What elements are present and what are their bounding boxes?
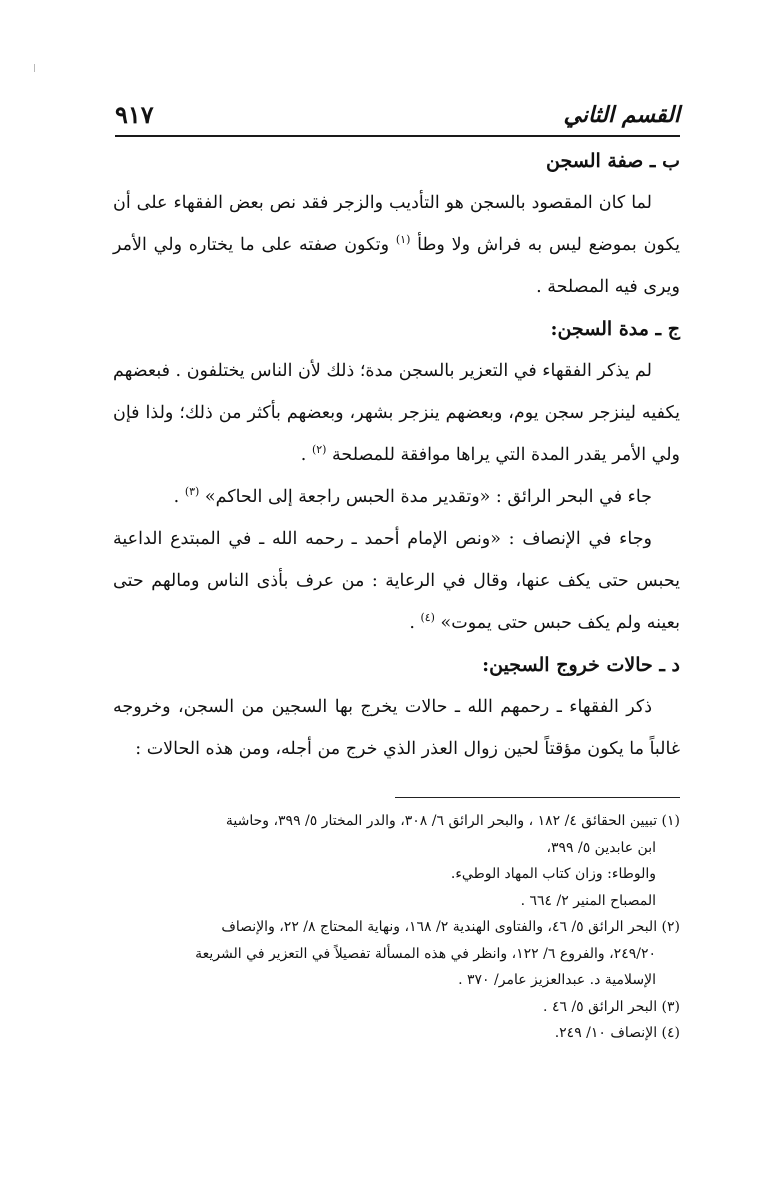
paragraph: لما كان المقصود بالسجن هو التأديب والزجر فقد نص بعض الفقهاء على أن يكون بموضع ليس به فراش ولا وطأ $^{(١)}$ وتكون صفته على ما يختاره ولي الأمر ويرى فيه المصلحة .: [113, 193, 680, 297]
footnote-line: ٢٤٩/٢٠، والفروع ٦/ ١٢٢، وانظر في هذه المسألة تفصيلاً في التعزير في الشريعة: [195, 945, 656, 962]
footnote-line: المصباح المنير ٢/ ٦٦٤ .: [520, 892, 656, 909]
footnote-ref[interactable]: (٢): [311, 443, 327, 457]
footnote-line: (٤) الإنصاف ١٠/ ٢٤٩.: [554, 1025, 680, 1041]
paragraph: لم يذكر الفقهاء في التعزير بالسجن مدة؛ ذلك لأن الناس يختلفون . فبعضهم يكفيه لينزجر سجن يوم، وبعضهم ينزجر بشهر، وبعضهم بأكثر من ذلك؛ ولذا فإن ولي الأمر يقدر المدة التي يراها موافقة للمصلحة $^{(٢)}$ .: [113, 361, 680, 465]
section-heading: د ـ حالات خروج السجين:: [482, 654, 680, 676]
section-heading: ب ـ صفة السجن: [546, 150, 680, 172]
main-text: [113, 140, 680, 770]
page-number: ٩١٧: [115, 100, 154, 129]
footnote-line: (١) تبيين الحقائق ٤/ ١٨٢ ، والبحر الرائق ٦/ ٣٠٨، والدر المختار ٥/ ٣٩٩، وحاشية: [225, 813, 680, 829]
header-rule: [115, 135, 680, 137]
footnote-line: ابن عابدين ٥/ ٣٩٩،: [546, 839, 656, 856]
paragraph: وجاء في الإنصاف : «ونص الإمام أحمد ـ رحمه الله ـ في المبتدع الداعية يحبس حتى يكف عنها، وقال في الرعاية : من عرف بأذى الناس ومالهم حتى بعينه ولم يكف حبس حتى يموت» $^{(٤)}$ .: [113, 529, 680, 633]
scan-margin-mark: [34, 64, 35, 72]
paragraph: ذكر الفقهاء ـ رحمهم الله ـ حالات يخرج بها السجين من السجن، وخروجه غالباً ما يكون مؤقتاً لحين زوال العذر الذي خرج من أجله، ومن هذه الحالات :: [113, 697, 680, 759]
footnote-line: (٢) البحر الرائق ٥/ ٤٦، والفتاوى الهندية ٢/ ١٦٨، ونهاية المحتاج ٨/ ٢٢، والإنصاف: [221, 919, 680, 935]
footnote-line: والوطاء: وزان كتاب المهاد الوطيء.: [450, 866, 656, 882]
section-heading: ج ـ مدة السجن:: [550, 318, 680, 340]
footnote-line: (٣) البحر الرائق ٥/ ٤٦ .: [543, 998, 680, 1015]
footnote-ref[interactable]: (٣): [184, 485, 200, 499]
footnotes: [113, 808, 680, 1047]
running-title: القسم الثاني: [563, 102, 680, 128]
page-header: [115, 100, 680, 134]
footnote-line: الإسلامية د. عبدالعزيز عامر/ ٣٧٠ .: [458, 972, 656, 988]
footnote-ref[interactable]: (٤): [420, 611, 435, 625]
paragraph: جاء في البحر الرائق : «وتقدير مدة الحبس راجعة إلى الحاكم» $^{(٣)}$ .: [173, 485, 652, 507]
footnote-ref[interactable]: (١): [395, 233, 411, 247]
footnote-rule: [395, 797, 680, 798]
